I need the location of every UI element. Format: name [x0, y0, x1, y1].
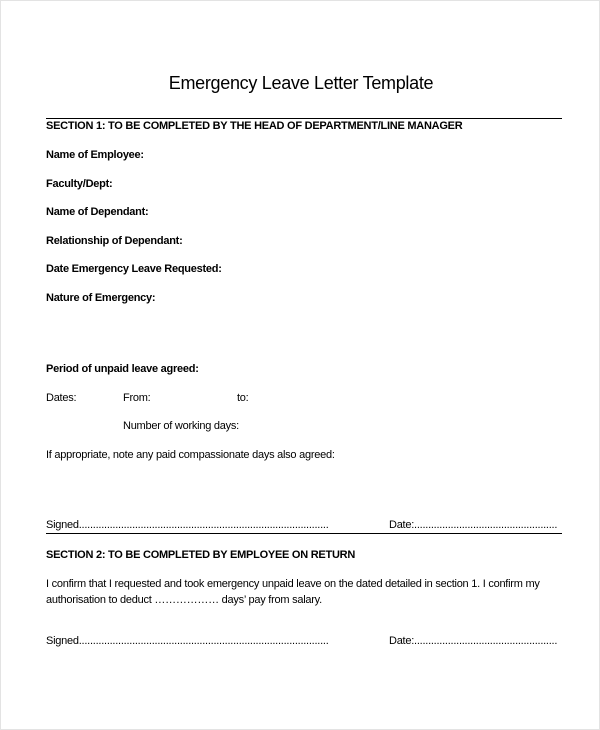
- section2-signed: Signed.........................................................................................: [46, 635, 329, 647]
- field-dependant-name: Name of Dependant:: [46, 206, 149, 218]
- document-title: Emergency Leave Letter Template: [168, 73, 434, 93]
- field-employee-name: Name of Employee:: [46, 149, 144, 161]
- section-divider: [46, 533, 562, 534]
- confirmation-line-2: authorisation to deduct ……………… days’ pay from salary.: [46, 594, 322, 606]
- from-label: From:: [123, 392, 151, 404]
- section1-heading: SECTION 1: TO BE COMPLETED BY THE HEAD OF DEPARTMENT/LINE MANAGER: [46, 120, 463, 132]
- period-label: Period of unpaid leave agreed:: [46, 363, 199, 375]
- to-label: to:: [237, 392, 249, 404]
- field-faculty-dept: Faculty/Dept:: [46, 178, 113, 190]
- section2-heading: SECTION 2: TO BE COMPLETED BY EMPLOYEE ON RETURN: [46, 549, 356, 561]
- field-emergency-nature: Nature of Emergency:: [46, 292, 156, 304]
- section1-signed: Signed.........................................................................................: [46, 519, 329, 531]
- section1-date: Date:...................................................: [389, 519, 558, 531]
- dates-label: Dates:: [46, 392, 77, 404]
- field-dependant-relationship: Relationship of Dependant:: [46, 235, 183, 247]
- field-leave-date: Date Emergency Leave Requested:: [46, 263, 222, 275]
- confirmation-line-1: I confirm that I requested and took emergency unpaid leave on the dated detailed in section 1. I confirm my: [46, 578, 540, 590]
- working-days-label: Number of working days:: [123, 420, 239, 432]
- compassionate-note: If appropriate, note any paid compassionate days also agreed:: [46, 449, 335, 461]
- section2-date: Date:...................................................: [389, 635, 558, 647]
